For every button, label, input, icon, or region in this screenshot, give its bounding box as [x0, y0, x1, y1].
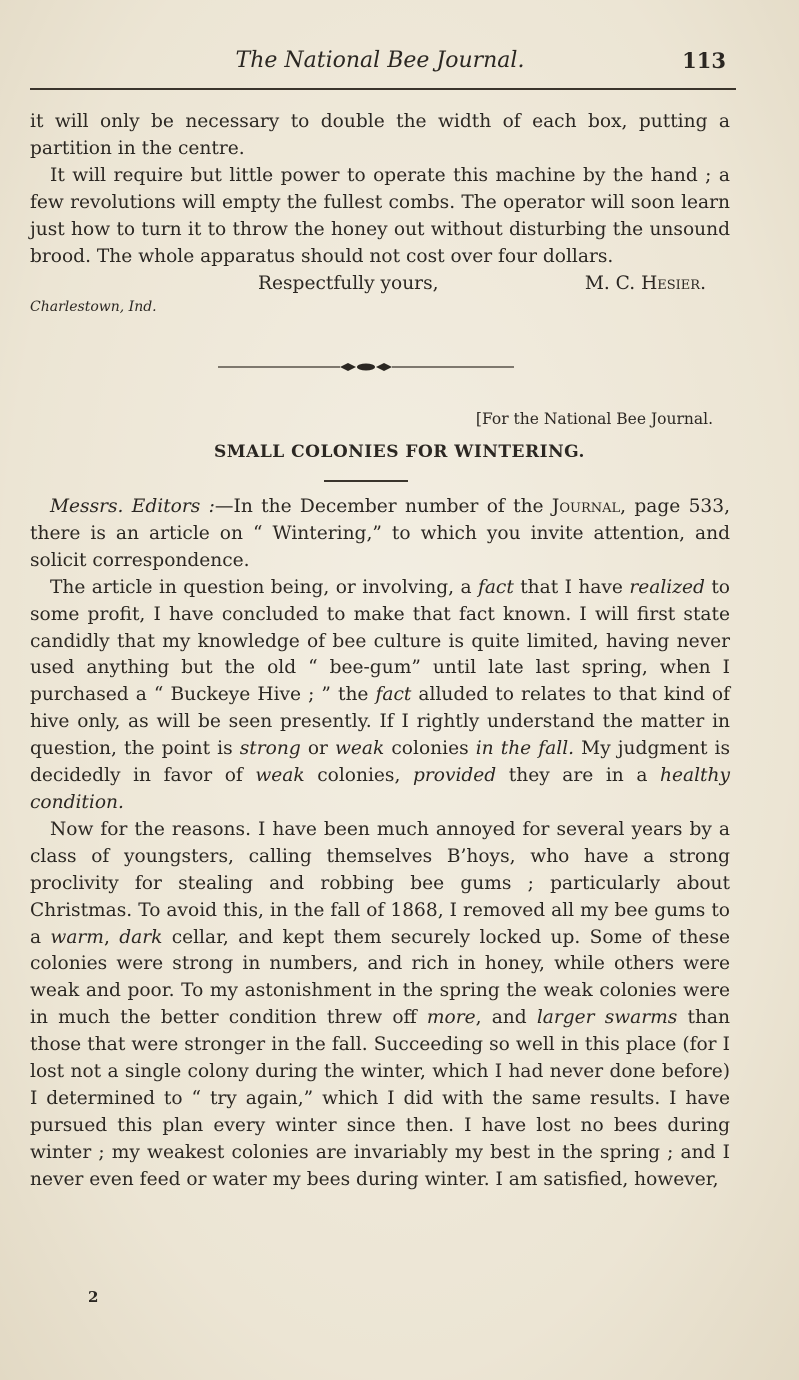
text-run: cellar, and kept them securely locked up. Some of these colonies were strong in numbers, and rich in honey, while others were weak and poor. To my astonishment in the spring the weak colonies were in much the better condition threw off: [30, 926, 730, 1029]
text-run: Now for the reasons. I have been much annoyed for several years by a class of youngsters, calling themselves B’hoys, who have a strong proclivity for stealing and robbing bee gums ; particularly about Christmas. To avoid this, in the fall of 1868, I removed all my bee gums to a: [30, 818, 730, 948]
running-title: The National Bee Journal.: [235, 48, 525, 73]
letter-continuation: [30, 108, 730, 321]
text-run: , page 533, there is an article on “ Wintering,” to which you invite attention, and solicit correspondence.: [30, 496, 730, 571]
article-title: SMALL COLONIES FOR WINTERING.: [214, 442, 585, 462]
header-rule: [30, 88, 736, 90]
text-run: or: [300, 738, 336, 760]
text-run: —In the December number of the: [214, 496, 552, 517]
place-line: Charlestown, Ind.: [30, 299, 157, 315]
article-paragraph-1: [30, 494, 730, 575]
text-run: My judgment is decidedly in favor of: [30, 738, 731, 787]
title-rule: [324, 480, 408, 482]
emphasis: provided: [412, 765, 497, 787]
emphasis: fact: [477, 576, 514, 598]
letter-paragraph-1: it will only be necessary to double the width of each box, putting a partition in the centre.: [30, 111, 730, 159]
article-body: [30, 494, 730, 1194]
attribution: [For the National Bee Journal.: [475, 410, 713, 428]
article-paragraph-2: [30, 575, 730, 817]
article-paragraph-3: [30, 817, 730, 1194]
author-initials: M. C.: [584, 273, 642, 294]
page-header: [30, 48, 730, 78]
letter-paragraph-2: It will require but little power to operate this machine by the hand ; a few revolutions will empty the fullest combs. The operator will soon learn just how to turn it to throw the honey out without disturbing the unsound brood. The whole apparatus should not cost over four dollars.: [30, 165, 730, 267]
page-number: 113: [682, 48, 726, 73]
signature-mark: 2: [88, 1288, 99, 1306]
journal-word: Journal: [551, 496, 621, 517]
emphasis: in the fall.: [475, 738, 575, 760]
signature-line: [30, 270, 730, 297]
text-run: ,: [103, 926, 120, 948]
emphasis: realized: [629, 576, 705, 598]
emphasis: strong: [239, 738, 301, 760]
text-run: colonies,: [304, 765, 413, 787]
emphasis: fact: [375, 684, 412, 706]
emphasis: dark: [119, 926, 163, 948]
closing: Respectfully yours,: [258, 273, 439, 294]
emphasis: more: [426, 1007, 476, 1029]
text-run: to some profit, I have concluded to make that fact known. I will first state candidly that my knowledge of bee culture is quite limited, having never used anything but the old “ bee-gum” until late last spring, when I purchased a “ Buckeye Hive ; ” the: [30, 576, 730, 706]
emphasis: warm: [50, 926, 104, 948]
salutation: Messrs. Editors :: [50, 496, 215, 517]
emphasis: larger swarms: [536, 1007, 678, 1029]
text-run: , and: [475, 1007, 537, 1029]
emphasis: healthy condition.: [30, 765, 730, 813]
text-run: they are in a: [496, 765, 661, 787]
text-run: colonies: [384, 738, 476, 760]
author-surname: Hesier.: [641, 273, 706, 294]
author-signature: [585, 270, 706, 297]
text-run: The article in question being, or involving, a: [50, 576, 478, 598]
emphasis: weak: [335, 738, 385, 760]
text-run: than those that were stronger in the fall. Succeeding so well in this place (for I lost not a single colony during the winter, which I had never done before) I determined to “ try again,” which I did with the same results. I have pursued this plan every winter since then. I have lost no bees during winter ; my weakest colonies are invariably my best in the spring ; and I never even feed or water my bees during winter. I am satisfied, however,: [30, 1007, 730, 1190]
section-ornament: [218, 357, 514, 377]
text-run: that I have: [513, 576, 630, 598]
emphasis: weak: [255, 765, 305, 787]
text-run: alluded to relates to that kind of hive only, as will be seen presently. If I rightly understand the matter in question, the point is: [30, 684, 730, 760]
